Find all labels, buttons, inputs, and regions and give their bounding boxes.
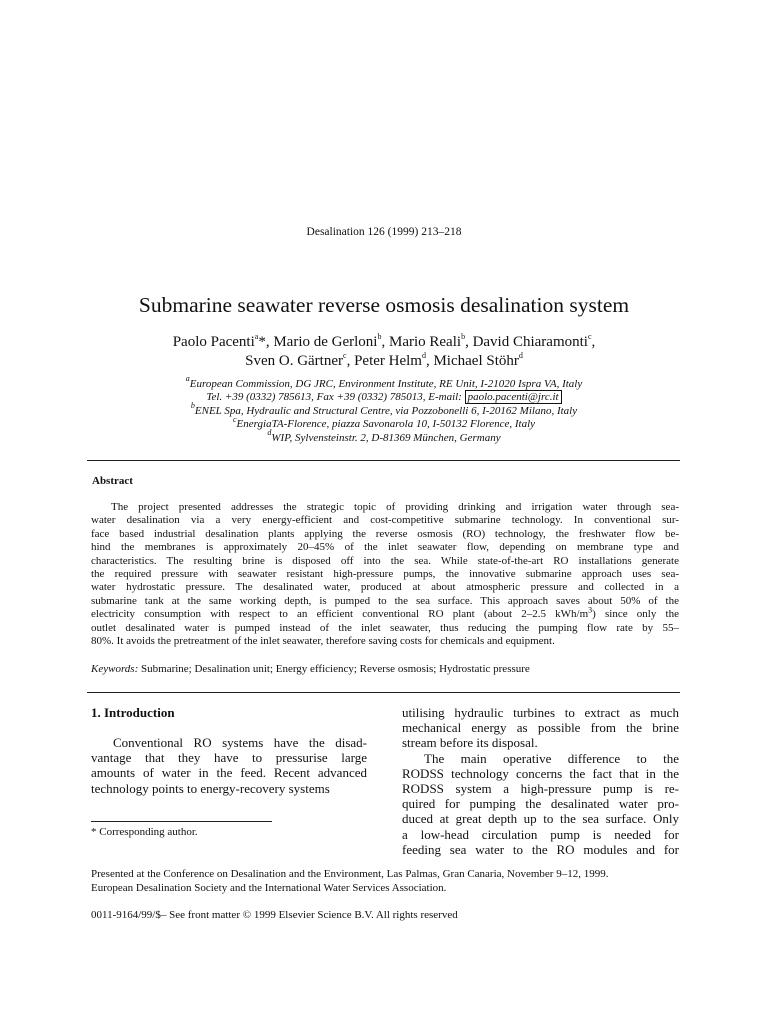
body-line: RODSS system a high-pressure pump is re- bbox=[402, 780, 679, 796]
author-affiliation-mark: c bbox=[587, 332, 592, 341]
body-line: amounts of water in the feed. Recent advanced bbox=[91, 765, 367, 781]
abstract-line: submarine tank at the same working depth, is pumped to the sea surface. This approach saves about 50% of the bbox=[91, 594, 679, 607]
left-column-text bbox=[91, 735, 367, 796]
body-line: utilising hydraulic turbines to extract as much bbox=[402, 705, 679, 720]
keywords bbox=[91, 663, 530, 675]
author-name: Paolo Pacenti bbox=[172, 334, 255, 350]
paper-title: Submarine seawater reverse osmosis desalination system bbox=[138, 293, 630, 317]
author-separator: , bbox=[265, 334, 274, 350]
abstract-top-rule bbox=[87, 460, 680, 461]
footnote-rule bbox=[91, 821, 272, 822]
body-line: The main operative difference to the bbox=[424, 750, 679, 766]
footnote: * Corresponding author. bbox=[91, 826, 198, 838]
body-line: vantage that they have to pressurise large bbox=[91, 750, 367, 766]
abstract-bottom-rule bbox=[87, 692, 680, 693]
conference-note bbox=[91, 868, 608, 895]
author-line-1 bbox=[0, 333, 768, 352]
affiliation-a-contact: Tel. +39 (0332) 785613, Fax +39 (0332) 785013, E-mail: paolo.pacenti@jrc.it bbox=[0, 391, 768, 404]
abstract-line: outlet desalinated water is pumped instead of the inlet seawater, thus reducing the pumping flow rate by 55– bbox=[91, 621, 679, 634]
author-affiliation-mark: b bbox=[377, 332, 382, 341]
author-separator: , bbox=[381, 334, 389, 350]
body-line: Conventional RO systems have the disad- bbox=[113, 735, 367, 750]
author-separator: , bbox=[346, 353, 355, 369]
author-separator: , bbox=[465, 334, 473, 350]
body-line: feeding sea water to the RO modules and for bbox=[402, 841, 679, 857]
affiliation-b: $^b$ENEL Spa, Hydraulic and Structural Centre, via Pozzobonelli 6, I-20162 Milano, Italy bbox=[190, 401, 578, 417]
abstract-line-with-unit: electricity consumption with respect to an efficient conventional RO plant (about 2–2.5 kWh/$m^3$) since only the bbox=[91, 605, 679, 621]
author-separator: , bbox=[591, 334, 596, 350]
abstract-line: water hydrostatic pressure. The desalinated water, produced at about atmospheric pressure and collected in a bbox=[91, 581, 679, 594]
author-line-2 bbox=[0, 352, 768, 371]
email-link[interactable]: paolo.pacenti@jrc.it bbox=[465, 390, 562, 404]
body-line: a low-head circulation pump is needed for bbox=[402, 826, 679, 842]
author-list bbox=[0, 333, 768, 371]
author-affiliation-mark: c bbox=[343, 351, 347, 360]
author-name: Sven O. Gärtner bbox=[245, 353, 343, 369]
affiliation-c: $^c$EnergiaTA-Florence, piazza Savonarola 10, I-50132 Florence, Italy bbox=[232, 414, 536, 431]
abstract-line: the required pressure with seawater resistant high-pressure pumps, the innovative submarine approach uses sea- bbox=[91, 567, 679, 580]
conference-note-line: Presented at the Conference on Desalination and the Environment, Las Palmas, Gran Canaria, November 9–12, 1999. bbox=[91, 868, 609, 880]
abstract-line: hind the membranes is approximately 20–45% of the inlet seawater flow, depending on membrane type and bbox=[91, 541, 679, 554]
corresponding-mark: * bbox=[258, 334, 266, 350]
abstract-line: 80%. It avoids the pretreatment of the inlet seawater, therefore saving costs for chemicals and equipment. bbox=[91, 634, 555, 647]
author-affiliation-mark: b bbox=[461, 332, 466, 341]
body-line: mechanical energy as possible from the brine bbox=[402, 720, 679, 736]
author-name: Mario Reali bbox=[388, 334, 462, 350]
author-affiliation-mark: d bbox=[518, 351, 523, 360]
author-affiliation-mark: a bbox=[254, 332, 259, 341]
keywords-label: Keywords: bbox=[91, 663, 139, 675]
unit-superscript: 3 bbox=[588, 605, 593, 615]
abstract-line: water desalination via a very energy-efficient and cost-competitive submarine technology. In conventional sur- bbox=[91, 514, 679, 527]
author-name: David Chiaramonti bbox=[472, 334, 588, 350]
abstract-line: The project presented addresses the strategic topic of providing drinking and irrigation water through sea- bbox=[111, 501, 679, 513]
abstract-line: face based industrial desalination plants applying the reverse osmosis (RO) technology, the freshwater flow be- bbox=[91, 527, 679, 540]
author-name: Mario de Gerloni bbox=[273, 334, 378, 350]
copyright-line: 0011-9164/99/$– See front matter © 1999 Elsevier Science B.V. All rights reserved bbox=[91, 909, 458, 921]
body-line: technology points to energy-recovery systems bbox=[91, 780, 330, 796]
author-affiliation-mark: d bbox=[421, 351, 426, 360]
right-column-text bbox=[402, 705, 679, 857]
affiliations bbox=[0, 374, 768, 445]
abstract-body bbox=[91, 501, 679, 648]
body-line: quired for pumping the desalinated water pro- bbox=[402, 796, 679, 812]
author-name: Peter Helm bbox=[354, 353, 422, 369]
body-line: duced at great depth up to the sea surface. Only bbox=[402, 811, 679, 827]
abstract-line: characteristics. The resulting brine is disposed off into the sea. While state-of-the-art RO installations generate bbox=[91, 554, 679, 567]
body-line: RODSS technology concerns the fact that in the bbox=[402, 765, 679, 781]
affiliation-d: $^d$WIP, Sylvensteinstr. 2, D-81369 München, Germany bbox=[267, 427, 501, 444]
conference-note-line: European Desalination Society and the International Water Services Association. bbox=[91, 881, 447, 894]
journal-reference: Desalination 126 (1999) 213–218 bbox=[306, 226, 462, 238]
section-heading: 1. Introduction bbox=[91, 705, 175, 720]
keywords-text: Submarine; Desalination unit; Energy efficiency; Reverse osmosis; Hydrostatic pressure bbox=[141, 663, 530, 675]
author-separator: , bbox=[425, 353, 434, 369]
body-line: stream before its disposal. bbox=[402, 735, 538, 751]
author-name: Michael Stöhr bbox=[433, 353, 519, 369]
abstract-heading: Abstract bbox=[92, 475, 133, 487]
affiliation-a: $^a$European Commission, DG JRC, Environment Institute, RE Unit, I-21020 Ispra VA, Italy bbox=[185, 374, 583, 390]
